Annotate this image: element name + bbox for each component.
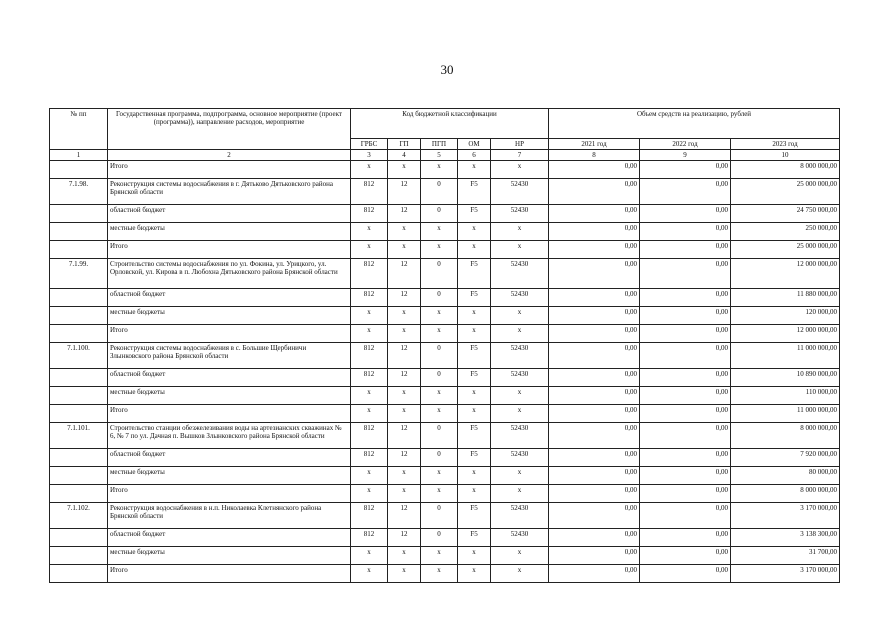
name-cell: Реконструкция системы водоснабжения в с. Большие Щербиничи Злынковского района Брянской области	[108, 343, 351, 369]
amount-2023-cell: 8 000 000,00	[731, 485, 840, 503]
amount-2022-cell: 0,00	[640, 289, 731, 307]
table-row	[50, 547, 840, 565]
name-cell: Итого	[108, 325, 351, 343]
amount-2022-cell: 0,00	[640, 565, 731, 583]
grbs-cell: 812	[351, 289, 388, 307]
amount-2022-cell: 0,00	[640, 503, 731, 529]
nr-cell: 52430	[491, 423, 549, 449]
amount-2023-cell: 12 000 000,00	[731, 259, 840, 289]
table-row	[50, 529, 840, 547]
om-cell: x	[458, 325, 491, 343]
nr-cell: x	[491, 485, 549, 503]
om-cell: F5	[458, 259, 491, 289]
num-cell	[50, 307, 108, 325]
gp-cell: 12	[388, 205, 421, 223]
num-cell	[50, 161, 108, 179]
index-cell: 4	[388, 150, 421, 161]
om-cell: x	[458, 161, 491, 179]
amount-2023-cell: 250 000,00	[731, 223, 840, 241]
index-cell: 6	[458, 150, 491, 161]
table-row	[50, 179, 840, 205]
amount-2023-cell: 11 000 000,00	[731, 405, 840, 423]
om-cell: F5	[458, 369, 491, 387]
grbs-cell: x	[351, 485, 388, 503]
grbs-cell: x	[351, 241, 388, 259]
table-row	[50, 485, 840, 503]
om-cell: x	[458, 241, 491, 259]
grbs-cell: x	[351, 161, 388, 179]
om-cell: x	[458, 565, 491, 583]
nr-cell: x	[491, 161, 549, 179]
header-2022: 2022 год	[640, 139, 731, 150]
name-cell: местные бюджеты	[108, 223, 351, 241]
name-cell: областной бюджет	[108, 289, 351, 307]
table-row	[50, 205, 840, 223]
pgp-cell: 0	[421, 449, 458, 467]
table-row	[50, 223, 840, 241]
name-cell: местные бюджеты	[108, 547, 351, 565]
header-gp: ГП	[388, 139, 421, 150]
amount-2021-cell: 0,00	[549, 343, 640, 369]
nr-cell: 52430	[491, 503, 549, 529]
amount-2022-cell: 0,00	[640, 161, 731, 179]
name-cell: местные бюджеты	[108, 387, 351, 405]
pgp-cell: 0	[421, 179, 458, 205]
amount-2023-cell: 24 750 000,00	[731, 205, 840, 223]
amount-2023-cell: 120 000,00	[731, 307, 840, 325]
nr-cell: x	[491, 467, 549, 485]
gp-cell: x	[388, 565, 421, 583]
gp-cell: x	[388, 161, 421, 179]
pgp-cell: x	[421, 387, 458, 405]
num-cell	[50, 289, 108, 307]
amount-2022-cell: 0,00	[640, 259, 731, 289]
table-row	[50, 467, 840, 485]
num-cell	[50, 529, 108, 547]
budget-table	[49, 108, 840, 583]
footer-marks	[45, 578, 245, 590]
grbs-cell: 812	[351, 259, 388, 289]
index-cell: 3	[351, 150, 388, 161]
amount-2022-cell: 0,00	[640, 529, 731, 547]
pgp-cell: x	[421, 223, 458, 241]
grbs-cell: x	[351, 547, 388, 565]
amount-2023-cell: 8 000 000,00	[731, 161, 840, 179]
gp-cell: x	[388, 467, 421, 485]
pgp-cell: 0	[421, 259, 458, 289]
name-cell: местные бюджеты	[108, 307, 351, 325]
grbs-cell: x	[351, 307, 388, 325]
index-row	[50, 150, 840, 161]
amount-2022-cell: 0,00	[640, 307, 731, 325]
nr-cell: x	[491, 241, 549, 259]
index-cell: 1	[50, 150, 108, 161]
om-cell: F5	[458, 289, 491, 307]
pgp-cell: 0	[421, 529, 458, 547]
header-2023: 2023 год	[731, 139, 840, 150]
num-cell	[50, 467, 108, 485]
table-row	[50, 241, 840, 259]
amount-2023-cell: 110 000,00	[731, 387, 840, 405]
gp-cell: 12	[388, 529, 421, 547]
amount-2021-cell: 0,00	[549, 241, 640, 259]
num-cell	[50, 325, 108, 343]
num-cell: 7.1.101.	[50, 423, 108, 449]
om-cell: x	[458, 405, 491, 423]
amount-2022-cell: 0,00	[640, 423, 731, 449]
amount-2022-cell: 0,00	[640, 343, 731, 369]
gp-cell: x	[388, 223, 421, 241]
index-cell: 8	[549, 150, 640, 161]
grbs-cell: x	[351, 565, 388, 583]
table-row	[50, 289, 840, 307]
header-om: ОМ	[458, 139, 491, 150]
amount-2021-cell: 0,00	[549, 387, 640, 405]
gp-cell: x	[388, 405, 421, 423]
header-name: Государственная программа, подпрограмма, основное мероприятие (проект (программа)), направление расходов, мероприятие	[108, 109, 351, 150]
table-row	[50, 307, 840, 325]
gp-cell: 12	[388, 369, 421, 387]
om-cell: F5	[458, 423, 491, 449]
pgp-cell: x	[421, 161, 458, 179]
om-cell: x	[458, 467, 491, 485]
amount-2021-cell: 0,00	[549, 205, 640, 223]
amount-2023-cell: 3 170 000,00	[731, 565, 840, 583]
num-cell: 7.1.100.	[50, 343, 108, 369]
amount-2021-cell: 0,00	[549, 405, 640, 423]
grbs-cell: x	[351, 325, 388, 343]
amount-2021-cell: 0,00	[549, 449, 640, 467]
nr-cell: 52430	[491, 449, 549, 467]
nr-cell: x	[491, 307, 549, 325]
amount-2023-cell: 80 000,00	[731, 467, 840, 485]
index-cell: 7	[491, 150, 549, 161]
amount-2023-cell: 12 000 000,00	[731, 325, 840, 343]
pgp-cell: 0	[421, 369, 458, 387]
nr-cell: x	[491, 223, 549, 241]
pgp-cell: x	[421, 405, 458, 423]
name-cell: областной бюджет	[108, 529, 351, 547]
gp-cell: 12	[388, 343, 421, 369]
pgp-cell: x	[421, 485, 458, 503]
nr-cell: x	[491, 387, 549, 405]
amount-2021-cell: 0,00	[549, 423, 640, 449]
pgp-cell: x	[421, 565, 458, 583]
table-row	[50, 405, 840, 423]
amount-2021-cell: 0,00	[549, 467, 640, 485]
num-cell: 7.1.102.	[50, 503, 108, 529]
grbs-cell: x	[351, 405, 388, 423]
header-num: № пп	[50, 109, 108, 150]
name-cell: областной бюджет	[108, 205, 351, 223]
amount-2021-cell: 0,00	[549, 547, 640, 565]
amount-2023-cell: 25 000 000,00	[731, 179, 840, 205]
pgp-cell: x	[421, 547, 458, 565]
grbs-cell: 812	[351, 179, 388, 205]
table-row	[50, 503, 840, 529]
num-cell	[50, 449, 108, 467]
table-row	[50, 369, 840, 387]
pgp-cell: x	[421, 307, 458, 325]
amount-2021-cell: 0,00	[549, 179, 640, 205]
name-cell: областной бюджет	[108, 449, 351, 467]
pgp-cell: 0	[421, 423, 458, 449]
num-cell	[50, 223, 108, 241]
amount-2021-cell: 0,00	[549, 369, 640, 387]
header-pgp: ПГП	[421, 139, 458, 150]
index-cell: 5	[421, 150, 458, 161]
om-cell: F5	[458, 179, 491, 205]
name-cell: Итого	[108, 405, 351, 423]
name-cell: Реконструкция системы водоснабжения в г. Дятьково Дятьковского района Брянской области	[108, 179, 351, 205]
amount-2022-cell: 0,00	[640, 205, 731, 223]
amount-2023-cell: 3 138 300,00	[731, 529, 840, 547]
index-cell: 2	[108, 150, 351, 161]
amount-2021-cell: 0,00	[549, 565, 640, 583]
amount-2022-cell: 0,00	[640, 179, 731, 205]
amount-2021-cell: 0,00	[549, 289, 640, 307]
nr-cell: x	[491, 405, 549, 423]
nr-cell: 52430	[491, 259, 549, 289]
om-cell: x	[458, 547, 491, 565]
grbs-cell: x	[351, 387, 388, 405]
gp-cell: x	[388, 307, 421, 325]
amount-2021-cell: 0,00	[549, 161, 640, 179]
table-row	[50, 259, 840, 289]
amount-2023-cell: 31 700,00	[731, 547, 840, 565]
header-grbs: ГРБС	[351, 139, 388, 150]
nr-cell: 52430	[491, 179, 549, 205]
nr-cell: 52430	[491, 289, 549, 307]
name-cell: Итого	[108, 485, 351, 503]
table-row	[50, 449, 840, 467]
pgp-cell: 0	[421, 503, 458, 529]
amount-2022-cell: 0,00	[640, 485, 731, 503]
amount-2022-cell: 0,00	[640, 223, 731, 241]
gp-cell: 12	[388, 449, 421, 467]
gp-cell: x	[388, 547, 421, 565]
nr-cell: 52430	[491, 369, 549, 387]
amount-2023-cell: 3 170 000,00	[731, 503, 840, 529]
gp-cell: x	[388, 241, 421, 259]
om-cell: F5	[458, 529, 491, 547]
name-cell: областной бюджет	[108, 369, 351, 387]
gp-cell: 12	[388, 503, 421, 529]
nr-cell: 52430	[491, 205, 549, 223]
gp-cell: x	[388, 387, 421, 405]
amount-2021-cell: 0,00	[549, 259, 640, 289]
num-cell	[50, 369, 108, 387]
num-cell	[50, 205, 108, 223]
om-cell: x	[458, 485, 491, 503]
amount-2022-cell: 0,00	[640, 449, 731, 467]
pgp-cell: x	[421, 467, 458, 485]
header-2021: 2021 год	[549, 139, 640, 150]
name-cell: Строительство системы водоснабжения по ул. Фокина, ул. Урицкого, ул. Орловской, ул. Кирова в п. Любохна Дятьковского района Брянской области	[108, 259, 351, 289]
nr-cell: x	[491, 325, 549, 343]
grbs-cell: 812	[351, 205, 388, 223]
pgp-cell: 0	[421, 205, 458, 223]
grbs-cell: 812	[351, 423, 388, 449]
amount-2021-cell: 0,00	[549, 307, 640, 325]
amount-2023-cell: 8 000 000,00	[731, 423, 840, 449]
page-number: 30	[440, 62, 454, 77]
grbs-cell: x	[351, 467, 388, 485]
table-row	[50, 387, 840, 405]
pgp-cell: x	[421, 325, 458, 343]
amount-2022-cell: 0,00	[640, 325, 731, 343]
header-kbk: Код бюджетной классификации	[351, 109, 549, 139]
grbs-cell: x	[351, 223, 388, 241]
amount-2021-cell: 0,00	[549, 223, 640, 241]
om-cell: F5	[458, 503, 491, 529]
amount-2022-cell: 0,00	[640, 547, 731, 565]
gp-cell: 12	[388, 179, 421, 205]
index-cell: 9	[640, 150, 731, 161]
grbs-cell: 812	[351, 503, 388, 529]
amount-2022-cell: 0,00	[640, 369, 731, 387]
num-cell	[50, 485, 108, 503]
nr-cell: 52430	[491, 343, 549, 369]
pgp-cell: 0	[421, 343, 458, 369]
num-cell: 7.1.98.	[50, 179, 108, 205]
nr-cell: x	[491, 547, 549, 565]
num-cell: 7.1.99.	[50, 259, 108, 289]
name-cell: Итого	[108, 241, 351, 259]
amount-2023-cell: 25 000 000,00	[731, 241, 840, 259]
name-cell: местные бюджеты	[108, 467, 351, 485]
amount-2023-cell: 11 880 000,00	[731, 289, 840, 307]
om-cell: x	[458, 307, 491, 325]
amount-2022-cell: 0,00	[640, 405, 731, 423]
om-cell: F5	[458, 449, 491, 467]
om-cell: x	[458, 223, 491, 241]
amount-2022-cell: 0,00	[640, 467, 731, 485]
gp-cell: 12	[388, 423, 421, 449]
table-row	[50, 343, 840, 369]
amount-2023-cell: 11 000 000,00	[731, 343, 840, 369]
nr-cell: x	[491, 565, 549, 583]
name-cell: Итого	[108, 161, 351, 179]
num-cell	[50, 547, 108, 565]
name-cell: Реконструкция водоснабжения в н.п. Николаевка Клетнянского района Брянской области	[108, 503, 351, 529]
num-cell	[50, 405, 108, 423]
name-cell: Итого	[108, 565, 351, 583]
grbs-cell: 812	[351, 343, 388, 369]
amount-2022-cell: 0,00	[640, 241, 731, 259]
name-cell: Строительство станции обезжелезивания воды на артезианских скважинах № 6, № 7 по ул. Дачная п. Вышков Злынковского района Брянской области	[108, 423, 351, 449]
pgp-cell: 0	[421, 289, 458, 307]
grbs-cell: 812	[351, 449, 388, 467]
gp-cell: x	[388, 325, 421, 343]
grbs-cell: 812	[351, 369, 388, 387]
gp-cell: 12	[388, 259, 421, 289]
gp-cell: x	[388, 485, 421, 503]
table-row	[50, 423, 840, 449]
header-volume: Объем средств на реализацию, рублей	[549, 109, 840, 139]
amount-2022-cell: 0,00	[640, 387, 731, 405]
num-cell	[50, 241, 108, 259]
om-cell: x	[458, 387, 491, 405]
om-cell: F5	[458, 205, 491, 223]
amount-2021-cell: 0,00	[549, 503, 640, 529]
nr-cell: 52430	[491, 529, 549, 547]
table-row	[50, 325, 840, 343]
om-cell: F5	[458, 343, 491, 369]
amount-2021-cell: 0,00	[549, 325, 640, 343]
index-cell: 10	[731, 150, 840, 161]
amount-2023-cell: 7 920 000,00	[731, 449, 840, 467]
table-row	[50, 161, 840, 179]
amount-2023-cell: 10 890 000,00	[731, 369, 840, 387]
header-nr: НР	[491, 139, 549, 150]
grbs-cell: 812	[351, 529, 388, 547]
num-cell	[50, 387, 108, 405]
gp-cell: 12	[388, 289, 421, 307]
pgp-cell: x	[421, 241, 458, 259]
amount-2021-cell: 0,00	[549, 529, 640, 547]
amount-2021-cell: 0,00	[549, 485, 640, 503]
